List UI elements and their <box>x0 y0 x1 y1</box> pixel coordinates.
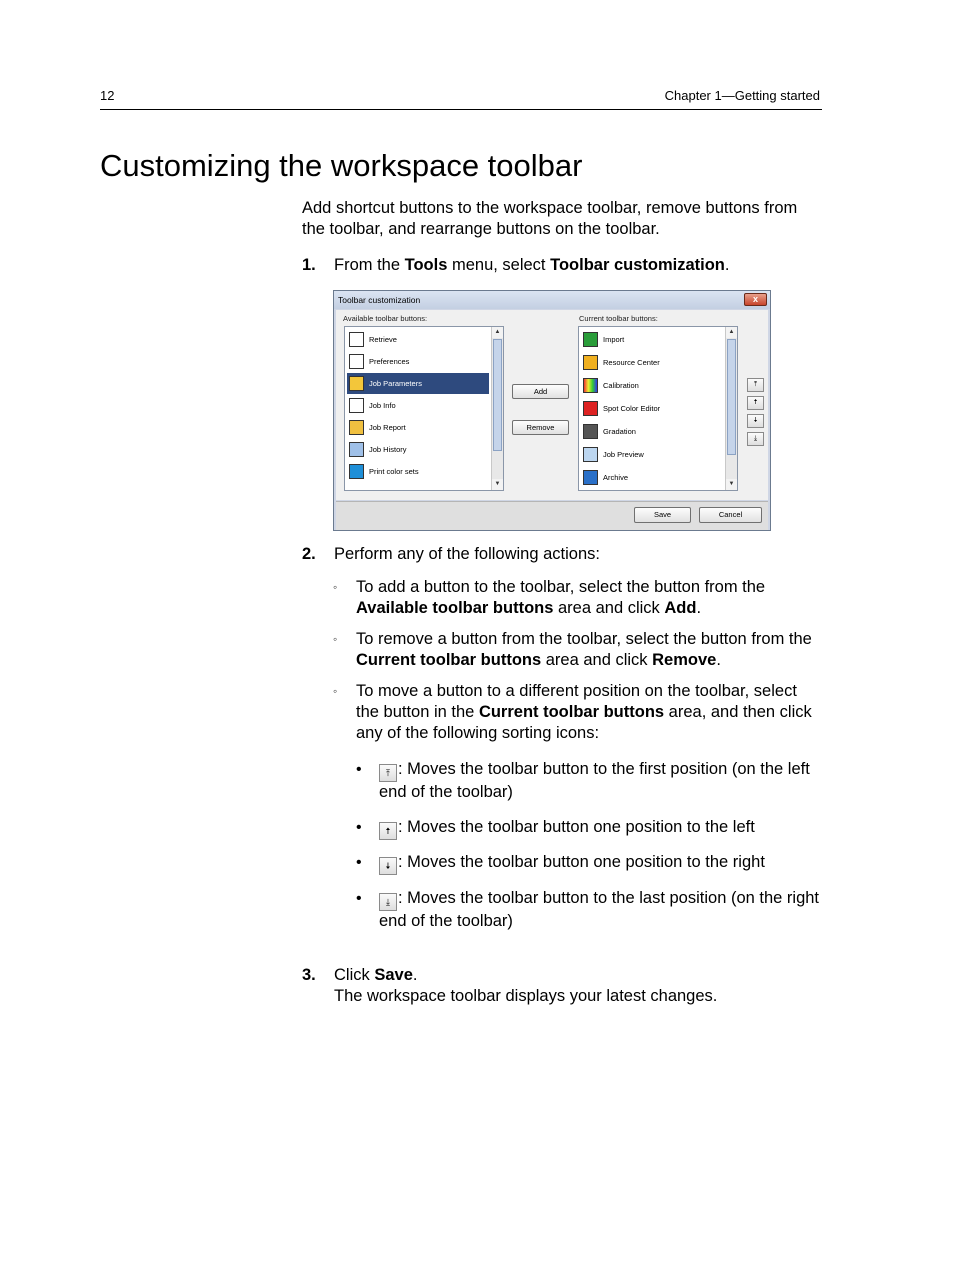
list-item[interactable]: Job Report <box>347 417 489 438</box>
sub-bullet-marker: ◦ <box>333 580 338 594</box>
spot-color-editor-icon <box>583 401 598 416</box>
move-down-icon: 🠇 <box>379 857 397 875</box>
calibration-icon <box>583 378 598 393</box>
chapter-title: Chapter 1—Getting started <box>664 88 820 103</box>
move-first-icon[interactable]: ⤒ <box>747 378 764 392</box>
move-last-icon: ⤓ <box>379 893 397 911</box>
bullet-move-first: ⤒ : Moves the toolbar button to the first position (on the left end of the toolbar) <box>379 760 810 801</box>
sub-item-add: To add a button to the toolbar, select the button from the Available toolbar buttons area and click Add. <box>356 578 766 617</box>
scroll-up-icon[interactable]: ▲ <box>726 327 737 338</box>
step-text: Click Save. The workspace toolbar displays your latest changes. <box>334 966 718 1005</box>
list-item[interactable]: Spot Color Editor <box>581 398 723 419</box>
list-item[interactable]: Resource Center <box>581 352 723 373</box>
import-icon <box>583 332 598 347</box>
move-up-icon[interactable]: 🠅 <box>747 396 764 410</box>
move-down-icon[interactable]: 🠇 <box>747 414 764 428</box>
list-item[interactable]: Gradation <box>581 421 723 442</box>
toolbar-customization-dialog <box>333 290 771 531</box>
resource-center-icon <box>583 355 598 370</box>
bullet-marker: • <box>356 819 362 836</box>
intro-paragraph: Add shortcut buttons to the workspace toolbar, remove buttons from the toolbar, and rearrange buttons on the toolbar. <box>302 199 798 238</box>
available-label: Available toolbar buttons: <box>343 314 428 323</box>
step-number: 1. <box>302 256 316 274</box>
scroll-down-icon[interactable]: ▼ <box>492 479 503 490</box>
list-item[interactable]: Job History <box>347 439 489 460</box>
list-item[interactable]: Import <box>581 329 723 350</box>
current-scrollbar[interactable] <box>725 327 737 490</box>
sub-item-remove: To remove a button from the toolbar, select the button from the Current toolbar buttons area and click Remove. <box>356 630 812 669</box>
gradation-icon <box>583 424 598 439</box>
job-history-icon <box>349 442 364 457</box>
list-item[interactable]: Calibration <box>581 375 723 396</box>
scroll-thumb[interactable] <box>493 339 502 451</box>
bullet-marker: • <box>356 854 362 871</box>
sub-bullet-marker: ◦ <box>333 632 338 646</box>
sub-item-move: To move a button to a different position on the toolbar, select the button in the Current toolbar buttons area, and then click any of the following sorting icons: <box>356 682 812 742</box>
eye-icon <box>583 447 598 462</box>
current-label: Current toolbar buttons: <box>579 314 658 323</box>
scroll-thumb[interactable] <box>727 339 736 455</box>
sub-bullet-marker: ◦ <box>333 684 338 698</box>
step-number: 3. <box>302 966 316 984</box>
archive-icon <box>583 470 598 485</box>
list-item[interactable]: Archive <box>581 467 723 488</box>
job-parameters-icon <box>349 376 364 391</box>
move-up-icon: 🠅 <box>379 822 397 840</box>
section-title: Customizing the workspace toolbar <box>100 148 583 183</box>
bullet-move-last: ⤓ : Moves the toolbar button to the last position (on the right end of the toolbar) <box>379 889 819 930</box>
add-button[interactable]: Add <box>512 384 569 399</box>
bullet-move-right: 🠇 : Moves the toolbar button one position to the right <box>379 852 824 875</box>
step-text: From the Tools menu, select Toolbar customization. <box>334 256 730 274</box>
current-listbox[interactable] <box>578 326 738 491</box>
print-color-sets-icon <box>349 464 364 479</box>
step-result: The workspace toolbar displays your latest changes. <box>334 987 718 1005</box>
close-icon[interactable]: x <box>744 293 767 306</box>
retrieve-icon <box>349 332 364 347</box>
dialog-body <box>336 310 768 500</box>
cancel-button[interactable]: Cancel <box>699 507 762 523</box>
bullet-marker: • <box>356 890 362 907</box>
list-item[interactable]: Retrieve <box>347 329 489 350</box>
info-icon <box>349 398 364 413</box>
bullet-marker: • <box>356 761 362 778</box>
preferences-icon <box>349 354 364 369</box>
step-text: Perform any of the following actions: <box>334 545 600 563</box>
dialog-footer <box>336 501 768 530</box>
dialog-title-bar <box>334 291 770 309</box>
bullet-move-left: 🠅 : Moves the toolbar button one position to the left <box>379 817 824 840</box>
scroll-down-icon[interactable]: ▼ <box>726 479 737 490</box>
list-item[interactable]: Preferences <box>347 351 489 372</box>
move-last-icon[interactable]: ⤓ <box>747 432 764 446</box>
available-scrollbar[interactable] <box>491 327 503 490</box>
remove-button[interactable]: Remove <box>512 420 569 435</box>
scroll-up-icon[interactable]: ▲ <box>492 327 503 338</box>
job-report-icon <box>349 420 364 435</box>
move-first-icon: ⤒ <box>379 764 397 782</box>
page-number: 12 <box>100 88 115 103</box>
page-header <box>100 88 822 110</box>
list-item[interactable]: Print color sets <box>347 461 489 482</box>
available-listbox[interactable] <box>344 326 504 491</box>
list-item-selected[interactable]: Job Parameters <box>347 373 489 394</box>
list-item[interactable]: Job Info <box>347 395 489 416</box>
list-item[interactable]: Job Preview <box>581 444 723 465</box>
dialog-title: Toolbar customization <box>338 295 421 305</box>
step-number: 2. <box>302 545 316 563</box>
save-button[interactable]: Save <box>634 507 691 523</box>
